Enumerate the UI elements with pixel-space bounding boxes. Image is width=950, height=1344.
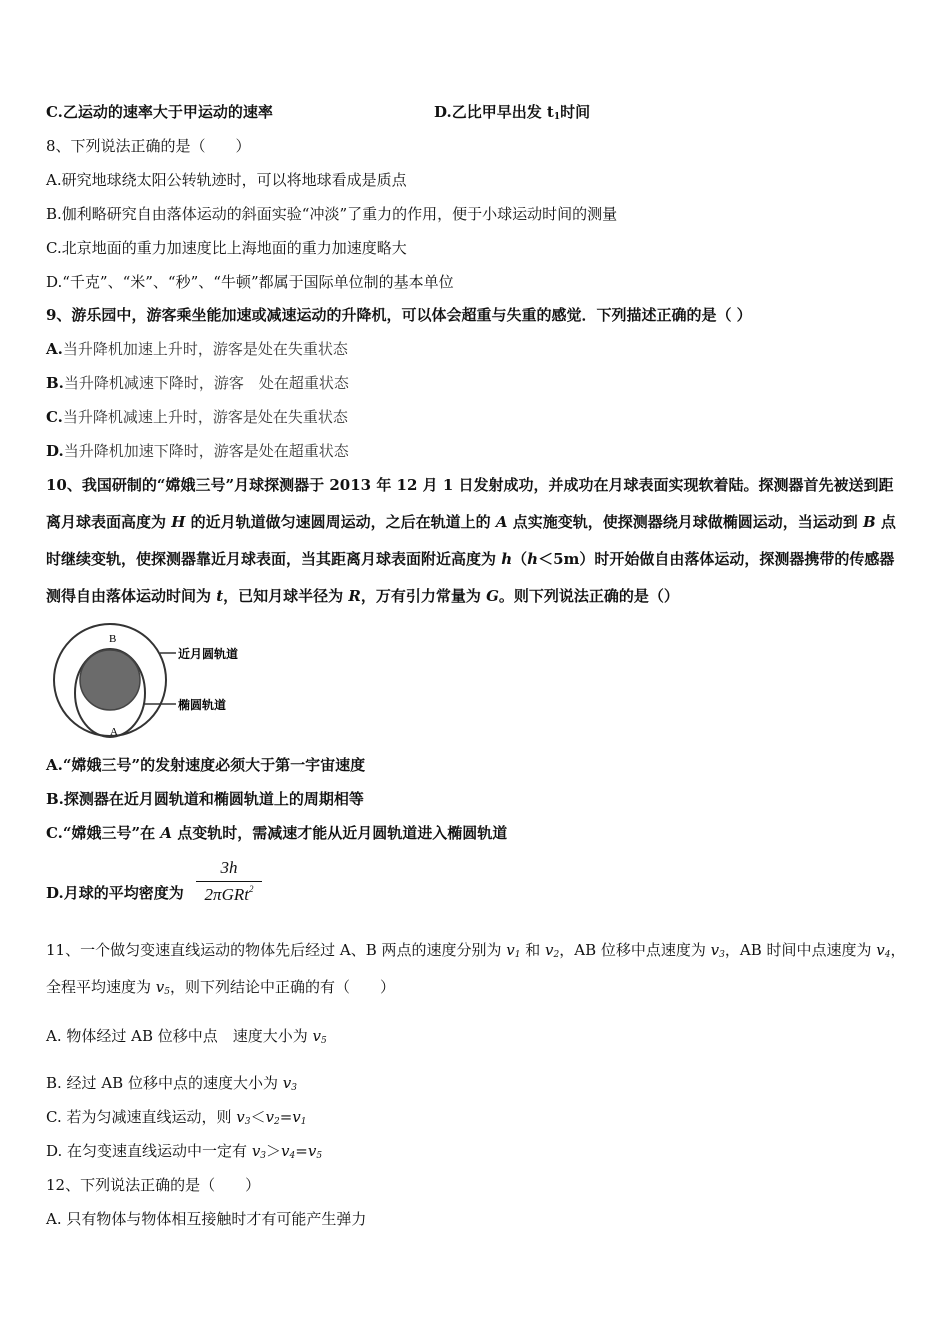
q11-v4: $v_4$ (876, 941, 891, 960)
q10-option-d: D.月球的平均密度为 (46, 884, 184, 902)
fraction-numerator: 3h (220, 858, 238, 877)
fraction-exponent: 2 (248, 884, 254, 894)
q8-option-c: C.北京地面的重力加速度比上海地面的重力加速度略大 (46, 239, 407, 257)
q9-option-c-label: C. (46, 408, 63, 426)
q9-option-b-text: 当升降机减速下降时，游客 处在超重状态 (63, 374, 349, 392)
q11-v2: $v_2$ (545, 941, 560, 960)
q11-option-a-text: A. 物体经过 AB 位移中点 速度大小为 (46, 1027, 313, 1045)
moon (80, 650, 140, 710)
q7-option-c: C.乙运动的速率大于甲运动的速率 (46, 103, 273, 121)
q9-option-d-label: D. (46, 442, 64, 460)
q11-option-d-v4: $v_4$ (281, 1142, 296, 1161)
q11-option-d: D. 在匀变速直线运动中一定有 $v_3>v_4=v_5$ (46, 1142, 323, 1161)
q9-option-a (46, 339, 348, 359)
q11-option-c-v3: $v_3$ (236, 1108, 251, 1127)
q8-option-d: D.“千克”、“米”、“秒”、“牛顿”都属于国际单位制的基本单位 (46, 273, 454, 291)
q10-stem (46, 467, 908, 615)
q10-stem-part2: 的近月轨道做匀速圆周运动，之后在轨道上的 (185, 513, 496, 531)
q10-stem-part1: 10、我国研制的“嫦娥三号”月球探测器于 2013 年 12 月 1 日发射成功，并成功在月球表面实现软着陆。探测器首先被送到距离月球表面高度为 (46, 476, 894, 531)
q10-var-h2: h (527, 550, 539, 568)
q9-option-c (46, 407, 348, 427)
q7-option-d-sub: 1 (553, 112, 561, 122)
q11-option-c-text: C. 若为匀减速直线运动，则 (46, 1108, 237, 1126)
figure-label-circular-orbit: 近月圆轨道 (178, 647, 239, 661)
q7-option-d-text: D.乙比甲早出发 t (434, 103, 554, 121)
q11-v5: $v_5$ (155, 978, 170, 997)
q10-stem-part7: ，已知月球半径为 (223, 587, 349, 605)
q10-option-c-text: C.“嫦娥三号”在 (46, 824, 161, 842)
q9-option-c-text: 当升降机减速上升时，游客是处在失重状态 (62, 408, 348, 426)
q8-option-b: B.伽利略研究自由落体运动的斜面实验“冲淡”了重力的作用，便于小球运动时间的测量 (46, 205, 618, 223)
fraction-denominator (196, 884, 262, 906)
q8-option-a: A.研究地球绕太阳公转轨迹时，可以将地球看成是质点 (46, 171, 407, 189)
q11-option-d-v5: $v_5$ (307, 1142, 323, 1161)
q10-option-c-var: A (160, 824, 173, 842)
q10-var-t: t (216, 587, 224, 605)
q10-stem-part3: 点实施变轨，使探测器绕月球做椭圆运动，当运动到 (507, 513, 863, 531)
q10-option-c-tail: 点变轨时，需减速才能从近月圆轨道进入椭圆轨道 (172, 824, 508, 842)
q9-option-d-text: 当升降机加速下降时，游客是处在超重状态 (63, 442, 349, 460)
q9-stem: 9、游乐园中，游客乘坐能加速或减速运动的升降机，可以体会超重与失重的感觉．下列描述正确的是（ ） (46, 306, 752, 324)
q10-var-h: h (501, 550, 513, 568)
figure-label-elliptical-orbit: 椭圆轨道 (178, 698, 227, 712)
q11-stem-part5: ，全程平均速度为 (46, 941, 906, 996)
fraction-denominator-text: 2πGRt (204, 885, 249, 904)
q11-option-a (46, 1026, 327, 1046)
orbit-diagram (46, 620, 276, 745)
q11-option-c: C. 若为匀减速直线运动，则 $v_3<v_2=v_1$ (46, 1108, 307, 1127)
q11-option-c-v1: $v_1$ (292, 1108, 307, 1127)
q11-stem-part3: ，AB 位移中点速度为 (559, 941, 711, 959)
q11-stem-part4: ，AB 时间中点速度为 (724, 941, 877, 959)
q10-var-R: R (348, 587, 361, 605)
q10-var-B: B (862, 513, 876, 531)
q11-option-c-v2: $v_2$ (265, 1108, 280, 1127)
q9-option-b-label: B. (46, 374, 64, 392)
q9-option-b (46, 373, 349, 393)
q11-option-b (46, 1073, 297, 1093)
q10-option-b: B.探测器在近月圆轨道和椭圆轨道上的周期相等 (46, 790, 364, 808)
q11-stem-part1: 11、一个做匀变速直线运动的物体先后经过 A、B 两点的速度分别为 (46, 941, 507, 959)
q11-option-d-v3: $v_3$ (251, 1142, 267, 1161)
q10-stem-part9: 。则下列说法正确的是（） (498, 587, 679, 605)
q11-option-b-v3: $v_3$ (282, 1074, 297, 1093)
q11-v3: $v_3$ (710, 941, 725, 960)
q8-stem: 8、下列说法正确的是（ ） (46, 137, 251, 155)
q7-option-d (434, 102, 590, 122)
q7-option-d-tail: 时间 (560, 103, 591, 121)
density-fraction (196, 857, 262, 906)
fraction-bar (196, 881, 262, 882)
q10-stem-part6: ＜5m）时开始做自由落体运动，探测器携带的传感器测得自由落体运动时间为 (46, 550, 895, 605)
figure-label-a: A (110, 726, 118, 738)
figure-label-b: B (109, 633, 117, 645)
q10-stem-part8: ，万有引力常量为 (360, 587, 487, 605)
q10-var-G: G (486, 587, 499, 605)
q11-stem-part6: ，则下列结论中正确的有（ ） (170, 978, 396, 996)
q12-option-a: A. 只有物体与物体相互接触时才有可能产生弹力 (46, 1210, 367, 1228)
q11-v1: $v_1$ (506, 941, 521, 960)
q10-stem-part5: （ (512, 550, 528, 568)
q11-stem (46, 932, 908, 1006)
q11-option-d-text: D. 在匀变速直线运动中一定有 (46, 1142, 252, 1160)
q9-option-a-label: A. (46, 340, 63, 358)
q11-option-b-text: B. 经过 AB 位移中点的速度大小为 (46, 1074, 283, 1092)
q9-option-a-text: 当升降机加速上升时，游客是处在失重状态 (62, 340, 348, 358)
q10-option-a: A.“嫦娥三号”的发射速度必须大于第一宇宙速度 (46, 756, 366, 774)
q10-option-c (46, 823, 507, 843)
q11-option-a-v5: $v_5$ (312, 1027, 327, 1046)
q11-stem-part2: 和 (520, 941, 546, 959)
q12-stem: 12、下列说法正确的是（ ） (46, 1176, 261, 1194)
q9-option-d (46, 441, 349, 461)
q10-var-A: A (495, 513, 508, 531)
q10-stem-part4: 点时继续变轨，使探测器靠近月球表面，当其距离月球表面附近高度为 (46, 513, 896, 568)
q10-var-H: H (171, 513, 186, 531)
